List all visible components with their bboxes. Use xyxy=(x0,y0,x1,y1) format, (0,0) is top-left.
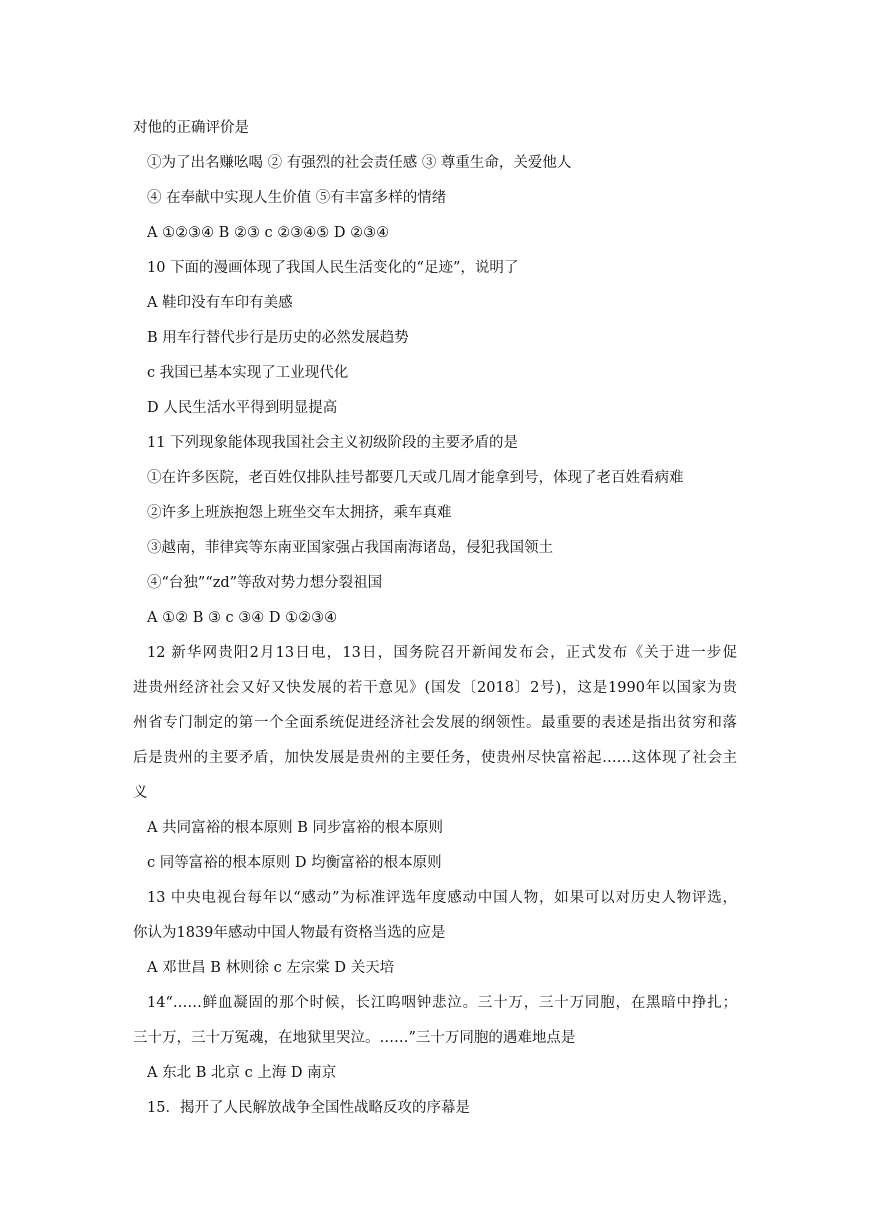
text-line: A 共同富裕的根本原则 B 同步富裕的根本原则 xyxy=(147,820,443,836)
text-line: 州省专门制定的第一个全面系统促进经济社会发展的纲领性。最重要的表述是指出贫穷和落 xyxy=(133,715,737,731)
text-line: ④“台独”“zd”等敌对势力想分裂祖国 xyxy=(147,575,383,591)
text-line: B 用车行替代步行是历史的必然发展趋势 xyxy=(147,330,409,346)
text-line: 进贵州经济社会又好又快发展的若干意见》(国发〔2018〕2号)，这是1990年以国家为贵 xyxy=(133,680,737,696)
text-line: c 我国已基本实现了工业现代化 xyxy=(147,365,349,381)
question-10: 10 下面的漫画体现了我国人民生活变化的“足迹”，说明了 xyxy=(147,260,519,276)
question-13: 13 中央电视台每年以“感动”为标准评选年度感动中国人物，如果可以对历史人物评选， xyxy=(147,890,737,906)
text-line: ④ 在奉献中实现人生价值 ⑤有丰富多样的情绪 xyxy=(147,190,447,206)
question-11: 11 下列现象能体现我国社会主义初级阶段的主要矛盾的是 xyxy=(147,435,519,451)
text-line: A ①②③④ B ②③ c ②③④⑤ D ②③④ xyxy=(147,225,390,241)
text-line: A 邓世昌 B 林则徐 c 左宗棠 D 关天培 xyxy=(147,960,395,976)
question-15: 15．揭开了人民解放战争全国性战略反攻的序幕是 xyxy=(147,1100,470,1116)
text-line: ②许多上班族抱怨上班坐交车太拥挤，乘车真难 xyxy=(147,505,452,521)
text-line: 对他的正确评价是 xyxy=(133,120,249,136)
text-line: A 东北 B 北京 c 上海 D 南京 xyxy=(147,1065,337,1081)
text-line: 后是贵州的主要矛盾，加快发展是贵州的主要任务，使贵州尽快富裕起……这体现了社会主 xyxy=(133,750,737,766)
text-line: 三十万，三十万冤魂，在地狱里哭泣。……”三十万同胞的遇难地点是 xyxy=(133,1030,576,1046)
text-line: A 鞋印没有车印有美感 xyxy=(147,295,293,311)
text-line: ③越南，菲律宾等东南亚国家强占我国南海诸岛，侵犯我国领土 xyxy=(147,540,553,556)
text-line: A ①② B ③ c ③④ D ①②③④ xyxy=(147,610,338,626)
text-line: c 同等富裕的根本原则 D 均衡富裕的根本原则 xyxy=(147,855,442,871)
text-line: ①为了出名赚吆喝 ② 有强烈的社会责任感 ③ 尊重生命，关爱他人 xyxy=(147,155,572,171)
question-14: 14“……鲜血凝固的那个时候，长江呜咽钟悲泣。三十万，三十万同胞，在黑暗中挣扎； xyxy=(147,995,737,1011)
text-line: D 人民生活水平得到明显提高 xyxy=(147,400,338,416)
text-line: 义 xyxy=(133,785,148,801)
text-line: 你认为1839年感动中国人物最有资格当选的应是 xyxy=(133,925,446,941)
text-line: ①在许多医院，老百姓仅排队挂号都要几天或几周才能拿到号，体现了老百姓看病难 xyxy=(147,470,684,486)
question-12: 12 新华网贵阳2月13日电，13日，国务院召开新闻发布会，正式发布《关于进一步促 xyxy=(147,645,737,661)
